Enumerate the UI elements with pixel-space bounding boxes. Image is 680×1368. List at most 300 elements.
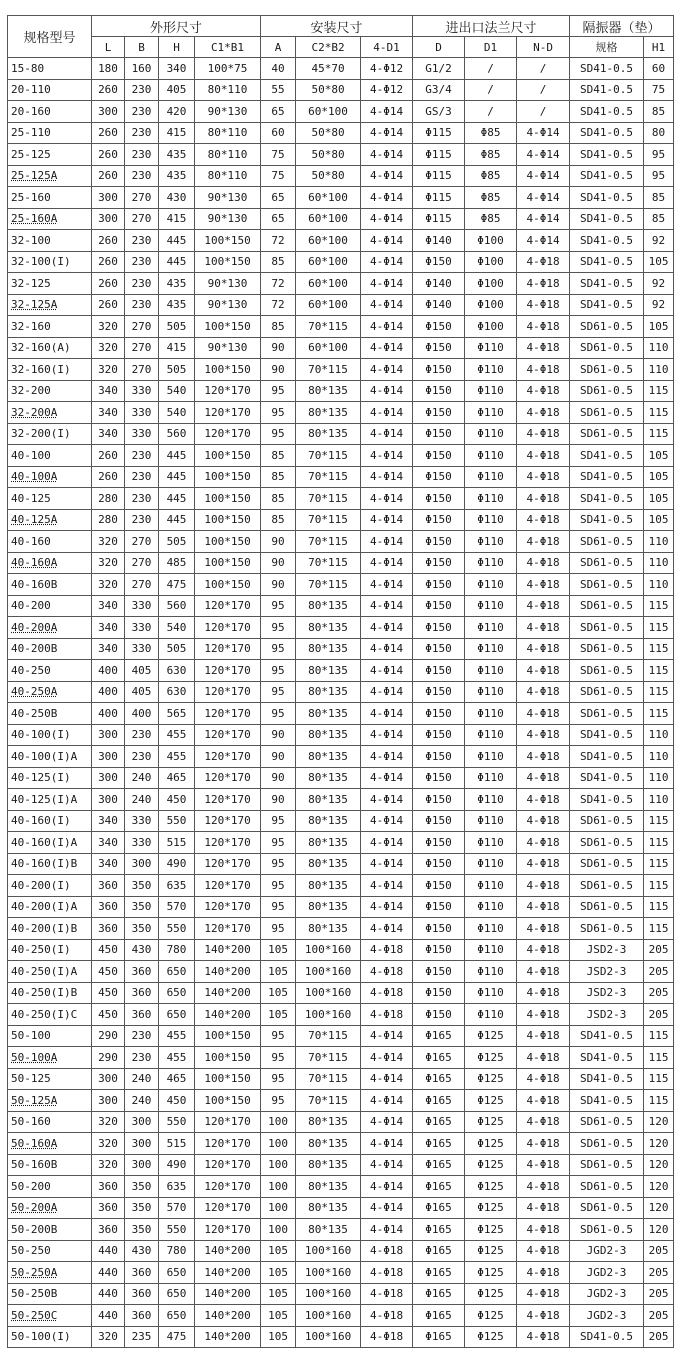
cell-ND: 4-Φ18 (517, 574, 570, 596)
cell-H: 560 (159, 423, 195, 445)
cell-D: Φ150 (413, 466, 465, 488)
cell-D1: Φ125 (465, 1090, 517, 1112)
cell-B: 430 (125, 1240, 159, 1262)
cell-B: 360 (125, 982, 159, 1004)
table-row (8, 939, 674, 961)
cell-ND: 4-Φ14 (517, 144, 570, 166)
cell-C1B1: 120*170 (195, 1197, 261, 1219)
cell-H: 570 (159, 896, 195, 918)
cell-isolator-spec: SD61-0.5 (570, 1219, 644, 1241)
cell-ND: 4-Φ18 (517, 982, 570, 1004)
cell-D1: Φ100 (465, 273, 517, 295)
cell-B: 235 (125, 1326, 159, 1348)
cell-model: 32-100 (8, 230, 92, 252)
cell-A: 90 (261, 359, 296, 381)
cell-D: Φ115 (413, 165, 465, 187)
cell-H: 420 (159, 101, 195, 123)
cell-L: 340 (92, 810, 125, 832)
cell-H: 540 (159, 380, 195, 402)
cell-4D1: 4-Φ18 (361, 939, 413, 961)
cell-4D1: 4-Φ14 (361, 1068, 413, 1090)
cell-B: 230 (125, 230, 159, 252)
cell-H1: 115 (644, 853, 674, 875)
cell-A: 105 (261, 1004, 296, 1026)
cell-model: 50-160 (8, 1111, 92, 1133)
cell-ND: 4-Φ18 (517, 853, 570, 875)
cell-isolator-spec: SD41-0.5 (570, 767, 644, 789)
cell-C1B1: 120*170 (195, 918, 261, 940)
cell-L: 300 (92, 1068, 125, 1090)
cell-C2B2: 70*115 (296, 552, 361, 574)
cell-C1B1: 90*130 (195, 337, 261, 359)
cell-L: 340 (92, 853, 125, 875)
table-row (8, 724, 674, 746)
cell-D: GS/3 (413, 101, 465, 123)
cell-D: Φ150 (413, 423, 465, 445)
cell-ND: 4-Φ18 (517, 1068, 570, 1090)
cell-4D1: 4-Φ14 (361, 273, 413, 295)
cell-isolator-spec: SD61-0.5 (570, 574, 644, 596)
table-row (8, 79, 674, 101)
cell-C2B2: 80*135 (296, 875, 361, 897)
cell-D: Φ150 (413, 617, 465, 639)
cell-4D1: 4-Φ14 (361, 875, 413, 897)
cell-D1: Φ110 (465, 1004, 517, 1026)
cell-D: Φ150 (413, 531, 465, 553)
cell-B: 360 (125, 961, 159, 983)
header-C2B2: C2*B2 (296, 37, 361, 58)
cell-A: 90 (261, 531, 296, 553)
cell-L: 320 (92, 316, 125, 338)
cell-D1: Φ110 (465, 445, 517, 467)
cell-H: 445 (159, 230, 195, 252)
cell-H: 435 (159, 273, 195, 295)
cell-4D1: 4-Φ14 (361, 767, 413, 789)
cell-model: 40-125A (8, 509, 92, 531)
cell-D1: Φ125 (465, 1025, 517, 1047)
cell-A: 85 (261, 466, 296, 488)
cell-isolator-spec: SD61-0.5 (570, 359, 644, 381)
cell-D1: Φ110 (465, 423, 517, 445)
header-C1B1: C1*B1 (195, 37, 261, 58)
cell-C1B1: 120*170 (195, 617, 261, 639)
table-row (8, 1240, 674, 1262)
cell-H: 650 (159, 1004, 195, 1026)
cell-H: 435 (159, 165, 195, 187)
cell-D: Φ115 (413, 144, 465, 166)
cell-4D1: 4-Φ14 (361, 1197, 413, 1219)
cell-A: 95 (261, 1047, 296, 1069)
cell-L: 260 (92, 294, 125, 316)
header-L: L (92, 37, 125, 58)
cell-isolator-spec: SD41-0.5 (570, 445, 644, 467)
header-H: H (159, 37, 195, 58)
table-row (8, 982, 674, 1004)
cell-isolator-spec: SD61-0.5 (570, 1133, 644, 1155)
cell-H1: 105 (644, 316, 674, 338)
cell-B: 230 (125, 251, 159, 273)
header-ND: N-D (517, 37, 570, 58)
cell-H: 340 (159, 58, 195, 80)
cell-C1B1: 120*170 (195, 1111, 261, 1133)
cell-B: 430 (125, 939, 159, 961)
cell-L: 300 (92, 101, 125, 123)
cell-4D1: 4-Φ14 (361, 466, 413, 488)
cell-isolator-spec: SD41-0.5 (570, 208, 644, 230)
cell-A: 85 (261, 316, 296, 338)
cell-C2B2: 60*100 (296, 273, 361, 295)
cell-isolator-spec: SD61-0.5 (570, 337, 644, 359)
cell-C1B1: 140*200 (195, 1305, 261, 1327)
cell-ND: 4-Φ18 (517, 1047, 570, 1069)
cell-D: Φ150 (413, 789, 465, 811)
table-row (8, 1047, 674, 1069)
cell-H1: 115 (644, 660, 674, 682)
cell-D: Φ150 (413, 939, 465, 961)
cell-C2B2: 60*100 (296, 294, 361, 316)
cell-H1: 115 (644, 402, 674, 424)
cell-B: 330 (125, 402, 159, 424)
cell-L: 340 (92, 832, 125, 854)
cell-ND: 4-Φ18 (517, 552, 570, 574)
cell-C1B1: 120*170 (195, 681, 261, 703)
cell-H1: 92 (644, 273, 674, 295)
cell-ND: 4-Φ18 (517, 1111, 570, 1133)
cell-C1B1: 140*200 (195, 1004, 261, 1026)
table-row (8, 1133, 674, 1155)
cell-A: 95 (261, 660, 296, 682)
cell-H: 560 (159, 595, 195, 617)
cell-isolator-spec: SD61-0.5 (570, 617, 644, 639)
cell-H1: 80 (644, 122, 674, 144)
cell-C2B2: 80*135 (296, 1176, 361, 1198)
cell-isolator-spec: SD61-0.5 (570, 423, 644, 445)
cell-model: 40-250B (8, 703, 92, 725)
cell-H: 455 (159, 1025, 195, 1047)
cell-L: 340 (92, 595, 125, 617)
cell-L: 280 (92, 488, 125, 510)
header-outline-dimensions: 外形尺寸 (92, 16, 261, 37)
cell-isolator-spec: SD41-0.5 (570, 122, 644, 144)
cell-isolator-spec: SD61-0.5 (570, 1111, 644, 1133)
cell-H: 630 (159, 660, 195, 682)
cell-model: 32-125 (8, 273, 92, 295)
cell-D: Φ150 (413, 961, 465, 983)
table-row (8, 337, 674, 359)
cell-4D1: 4-Φ14 (361, 122, 413, 144)
cell-L: 340 (92, 617, 125, 639)
cell-A: 85 (261, 445, 296, 467)
cell-H: 445 (159, 445, 195, 467)
cell-A: 85 (261, 251, 296, 273)
cell-ND: 4-Φ14 (517, 187, 570, 209)
cell-isolator-spec: SD41-0.5 (570, 1047, 644, 1069)
cell-isolator-spec: SD41-0.5 (570, 746, 644, 768)
cell-H1: 75 (644, 79, 674, 101)
cell-A: 75 (261, 144, 296, 166)
cell-A: 95 (261, 380, 296, 402)
cell-H: 565 (159, 703, 195, 725)
cell-ND: 4-Φ18 (517, 1240, 570, 1262)
cell-C1B1: 140*200 (195, 1240, 261, 1262)
cell-A: 60 (261, 122, 296, 144)
cell-H1: 110 (644, 746, 674, 768)
cell-isolator-spec: SD41-0.5 (570, 789, 644, 811)
cell-isolator-spec: SD41-0.5 (570, 79, 644, 101)
cell-model: 32-125A (8, 294, 92, 316)
cell-D1: Φ100 (465, 251, 517, 273)
cell-C1B1: 80*110 (195, 122, 261, 144)
cell-model: 40-160 (8, 531, 92, 553)
cell-ND: 4-Φ18 (517, 423, 570, 445)
cell-L: 300 (92, 208, 125, 230)
cell-ND: 4-Φ14 (517, 230, 570, 252)
cell-H1: 110 (644, 531, 674, 553)
cell-C1B1: 140*200 (195, 1262, 261, 1284)
cell-4D1: 4-Φ14 (361, 230, 413, 252)
table-row (8, 617, 674, 639)
cell-C1B1: 120*170 (195, 875, 261, 897)
cell-C2B2: 100*160 (296, 1305, 361, 1327)
cell-L: 340 (92, 638, 125, 660)
cell-B: 330 (125, 832, 159, 854)
cell-isolator-spec: SD41-0.5 (570, 294, 644, 316)
cell-C2B2: 45*70 (296, 58, 361, 80)
cell-H: 490 (159, 853, 195, 875)
cell-C2B2: 50*80 (296, 144, 361, 166)
cell-C1B1: 100*150 (195, 251, 261, 273)
cell-A: 95 (261, 896, 296, 918)
cell-H1: 105 (644, 509, 674, 531)
cell-model: 50-100 (8, 1025, 92, 1047)
cell-H1: 92 (644, 230, 674, 252)
cell-C2B2: 70*115 (296, 359, 361, 381)
header-4D1: 4-D1 (361, 37, 413, 58)
cell-L: 320 (92, 552, 125, 574)
cell-ND: 4-Φ18 (517, 1025, 570, 1047)
cell-C2B2: 70*115 (296, 1047, 361, 1069)
cell-4D1: 4-Φ14 (361, 552, 413, 574)
cell-B: 230 (125, 746, 159, 768)
cell-H: 405 (159, 79, 195, 101)
cell-4D1: 4-Φ14 (361, 144, 413, 166)
cell-C1B1: 120*170 (195, 724, 261, 746)
cell-C2B2: 60*100 (296, 337, 361, 359)
cell-ND: 4-Φ18 (517, 1197, 570, 1219)
cell-B: 405 (125, 681, 159, 703)
cell-D1: Φ100 (465, 316, 517, 338)
cell-H1: 85 (644, 101, 674, 123)
cell-D1: Φ85 (465, 122, 517, 144)
table-row (8, 574, 674, 596)
cell-model: 40-100 (8, 445, 92, 467)
cell-D: Φ150 (413, 574, 465, 596)
cell-D1: Φ110 (465, 703, 517, 725)
cell-C1B1: 80*110 (195, 79, 261, 101)
cell-4D1: 4-Φ14 (361, 251, 413, 273)
cell-D1: Φ110 (465, 724, 517, 746)
cell-4D1: 4-Φ14 (361, 595, 413, 617)
cell-D1: Φ110 (465, 660, 517, 682)
cell-C1B1: 140*200 (195, 982, 261, 1004)
cell-4D1: 4-Φ14 (361, 208, 413, 230)
cell-L: 290 (92, 1047, 125, 1069)
cell-H: 455 (159, 724, 195, 746)
cell-C1B1: 100*150 (195, 230, 261, 252)
table-row (8, 58, 674, 80)
table-row (8, 445, 674, 467)
cell-H: 505 (159, 638, 195, 660)
cell-C1B1: 90*130 (195, 208, 261, 230)
cell-ND: 4-Φ18 (517, 918, 570, 940)
cell-D: Φ150 (413, 896, 465, 918)
cell-D1: Φ110 (465, 789, 517, 811)
cell-C1B1: 100*150 (195, 1025, 261, 1047)
cell-isolator-spec: SD41-0.5 (570, 488, 644, 510)
cell-isolator-spec: SD61-0.5 (570, 703, 644, 725)
cell-L: 360 (92, 896, 125, 918)
cell-D: Φ165 (413, 1090, 465, 1112)
cell-A: 85 (261, 509, 296, 531)
cell-4D1: 4-Φ14 (361, 1090, 413, 1112)
cell-4D1: 4-Φ14 (361, 445, 413, 467)
cell-ND: 4-Φ18 (517, 617, 570, 639)
cell-D1: Φ125 (465, 1326, 517, 1348)
cell-isolator-spec: SD41-0.5 (570, 1090, 644, 1112)
cell-D: Φ150 (413, 681, 465, 703)
cell-H1: 115 (644, 703, 674, 725)
cell-A: 95 (261, 875, 296, 897)
cell-model: 20-110 (8, 79, 92, 101)
cell-C2B2: 80*135 (296, 724, 361, 746)
cell-isolator-spec: JSD2-3 (570, 961, 644, 983)
cell-H: 415 (159, 122, 195, 144)
cell-isolator-spec: SD61-0.5 (570, 316, 644, 338)
cell-D: Φ150 (413, 660, 465, 682)
cell-isolator-spec: SD61-0.5 (570, 853, 644, 875)
cell-L: 400 (92, 660, 125, 682)
cell-C2B2: 100*160 (296, 1283, 361, 1305)
cell-D1: Φ125 (465, 1068, 517, 1090)
cell-ND: 4-Φ18 (517, 1326, 570, 1348)
cell-isolator-spec: SD41-0.5 (570, 251, 644, 273)
cell-H: 465 (159, 1068, 195, 1090)
cell-H1: 205 (644, 939, 674, 961)
cell-C1B1: 140*200 (195, 1326, 261, 1348)
cell-B: 330 (125, 617, 159, 639)
cell-D1: Φ110 (465, 488, 517, 510)
cell-C1B1: 100*150 (195, 466, 261, 488)
cell-ND: 4-Φ18 (517, 746, 570, 768)
cell-C1B1: 90*130 (195, 101, 261, 123)
cell-D1: / (465, 79, 517, 101)
cell-D1: Φ110 (465, 359, 517, 381)
cell-ND: 4-Φ18 (517, 402, 570, 424)
table-row (8, 251, 674, 273)
cell-D1: Φ125 (465, 1262, 517, 1284)
cell-B: 230 (125, 724, 159, 746)
cell-H: 650 (159, 1305, 195, 1327)
cell-model: 50-250C (8, 1305, 92, 1327)
cell-H1: 95 (644, 165, 674, 187)
cell-L: 450 (92, 961, 125, 983)
cell-A: 65 (261, 208, 296, 230)
cell-C1B1: 100*150 (195, 509, 261, 531)
cell-D1: Φ110 (465, 853, 517, 875)
cell-H: 445 (159, 488, 195, 510)
cell-D: Φ150 (413, 638, 465, 660)
table-row (8, 294, 674, 316)
cell-4D1: 4-Φ14 (361, 681, 413, 703)
table-row (8, 896, 674, 918)
cell-D1: Φ110 (465, 531, 517, 553)
table-row (8, 488, 674, 510)
cell-C2B2: 70*115 (296, 509, 361, 531)
table-row (8, 230, 674, 252)
cell-ND: 4-Φ18 (517, 1283, 570, 1305)
cell-H1: 115 (644, 617, 674, 639)
cell-L: 320 (92, 574, 125, 596)
cell-ND: 4-Φ18 (517, 359, 570, 381)
cell-A: 95 (261, 595, 296, 617)
cell-L: 260 (92, 79, 125, 101)
cell-H1: 205 (644, 1305, 674, 1327)
cell-L: 320 (92, 1111, 125, 1133)
cell-isolator-spec: SD61-0.5 (570, 918, 644, 940)
cell-ND: 4-Φ14 (517, 122, 570, 144)
cell-A: 105 (261, 1305, 296, 1327)
table-row (8, 875, 674, 897)
cell-H: 515 (159, 832, 195, 854)
table-row (8, 660, 674, 682)
cell-C2B2: 70*115 (296, 445, 361, 467)
cell-B: 330 (125, 595, 159, 617)
cell-4D1: 4-Φ14 (361, 832, 413, 854)
cell-A: 75 (261, 165, 296, 187)
cell-H: 780 (159, 939, 195, 961)
cell-isolator-spec: SD61-0.5 (570, 810, 644, 832)
cell-H: 455 (159, 746, 195, 768)
cell-model: 40-250 (8, 660, 92, 682)
cell-ND: 4-Φ18 (517, 810, 570, 832)
cell-D: Φ150 (413, 853, 465, 875)
cell-model: 25-160 (8, 187, 92, 209)
cell-C2B2: 70*115 (296, 1090, 361, 1112)
cell-H1: 115 (644, 810, 674, 832)
header-sub-row (8, 37, 674, 58)
cell-H: 570 (159, 1197, 195, 1219)
cell-A: 65 (261, 187, 296, 209)
cell-H1: 205 (644, 1240, 674, 1262)
cell-C1B1: 120*170 (195, 853, 261, 875)
cell-ND: 4-Φ18 (517, 638, 570, 660)
table-row (8, 144, 674, 166)
cell-isolator-spec: SD41-0.5 (570, 1068, 644, 1090)
cell-C2B2: 80*135 (296, 1219, 361, 1241)
cell-D: Φ115 (413, 122, 465, 144)
cell-B: 230 (125, 101, 159, 123)
cell-H: 635 (159, 875, 195, 897)
cell-C2B2: 100*160 (296, 1262, 361, 1284)
cell-B: 360 (125, 1004, 159, 1026)
cell-ND: 4-Φ18 (517, 703, 570, 725)
cell-D: Φ150 (413, 509, 465, 531)
table-row (8, 1004, 674, 1026)
cell-model: 40-200(I) (8, 875, 92, 897)
cell-D: Φ165 (413, 1305, 465, 1327)
cell-D1: Φ110 (465, 638, 517, 660)
cell-isolator-spec: SD61-0.5 (570, 380, 644, 402)
